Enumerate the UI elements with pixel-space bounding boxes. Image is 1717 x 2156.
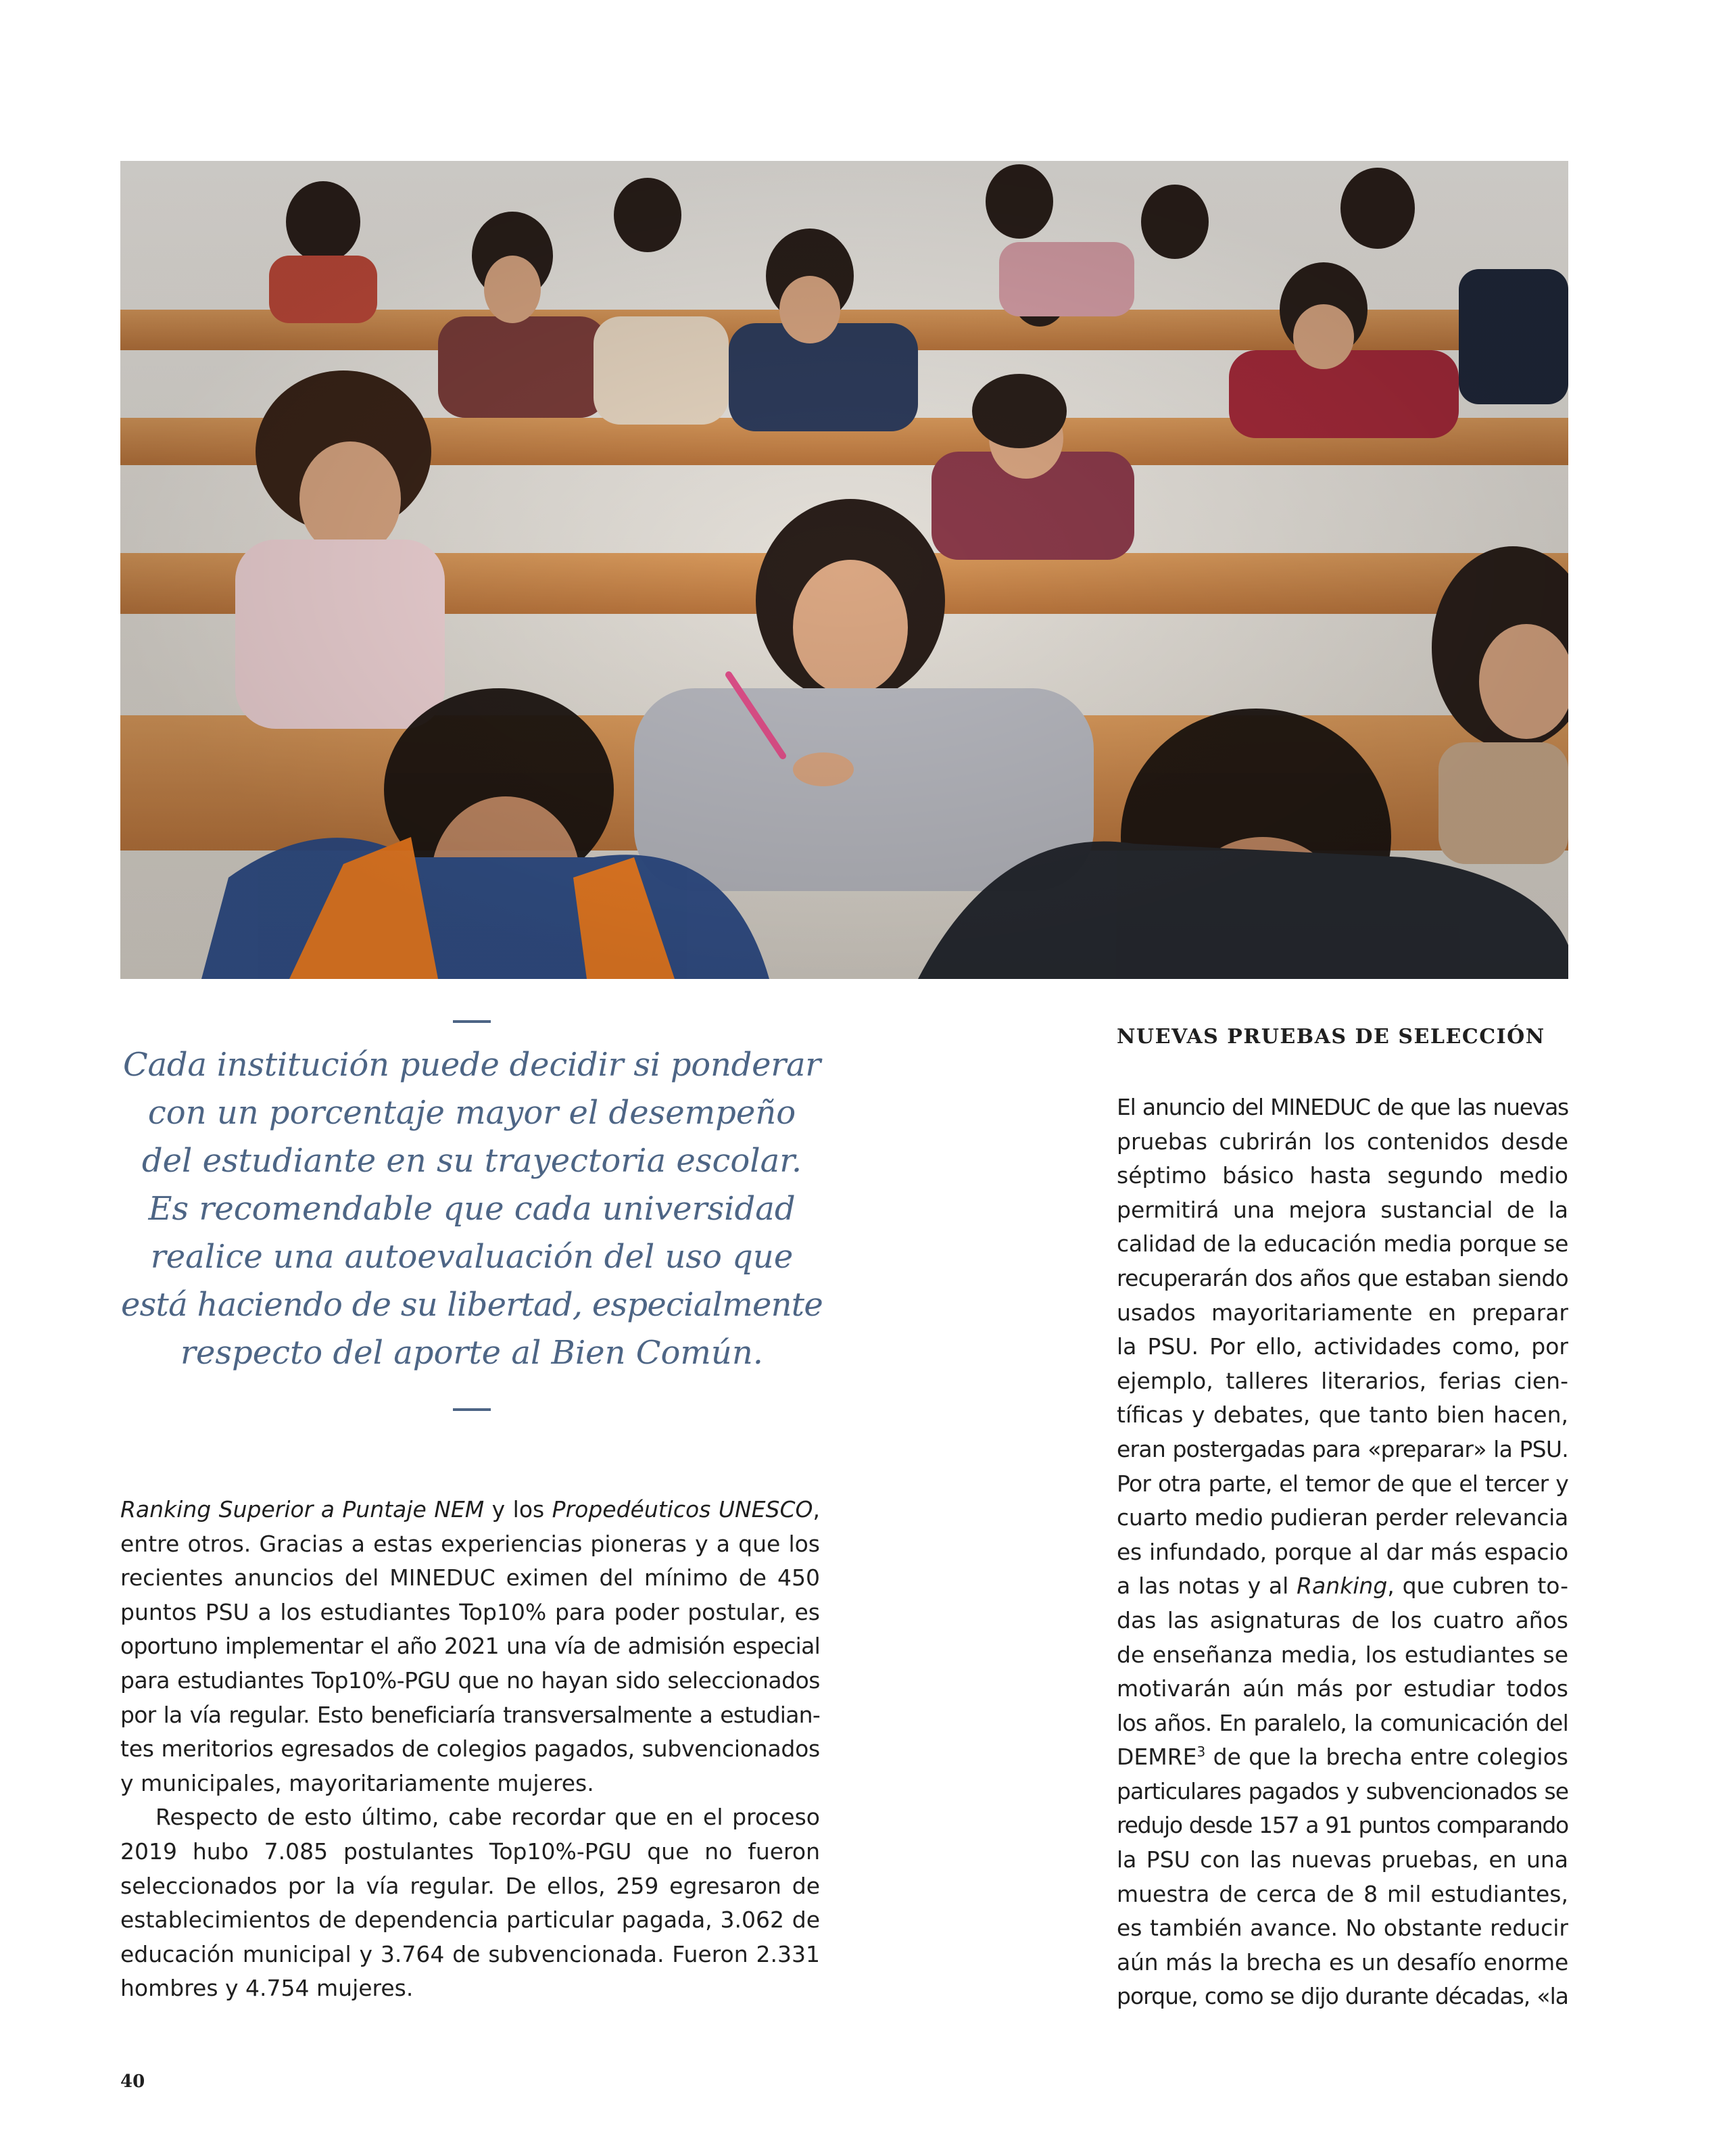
quote-line: está haciendo de su libertad, especialmente — [121, 1286, 823, 1324]
quote-top-dash — [453, 1020, 491, 1023]
text-line: de enseñanza media, los estudiantes se — [1117, 1641, 1568, 1668]
quote-bottom-dash — [453, 1408, 491, 1411]
text-line: permitirá una mejora sustancial de la — [1117, 1196, 1568, 1223]
pull-quote — [120, 1041, 823, 1377]
text-line: es infundado, porque al dar más espacio — [1117, 1538, 1568, 1565]
text-line: porque, como se dijo durante décadas, «la — [1117, 1983, 1568, 2010]
text-line: ejemplo, talleres literarios, ferias cien- — [1117, 1367, 1568, 1394]
text-line: aún más la brecha es un desafío enorme — [1117, 1948, 1568, 1975]
text-line: das las asignaturas de los cuatro años — [1117, 1606, 1568, 1633]
text-line: particulares pagados y subvencionados se — [1117, 1777, 1568, 1804]
text-line: los años. En paralelo, la comunicación del — [1117, 1709, 1568, 1736]
quote-line: respecto del aporte al Bien Común. — [180, 1334, 763, 1372]
text-line: para estudiantes Top10%-PGU que no hayan sido seleccionados — [120, 1667, 820, 1694]
body-text-left — [120, 1493, 820, 2006]
text-line: recientes anuncios del MINEDUC eximen del mínimo de 450 — [120, 1564, 820, 1591]
text-line: 2019 hubo 7.085 postulantes Top10%-PGU que no fueron — [120, 1838, 820, 1865]
text-line: Por otra parte, el temor de que el tercer y — [1117, 1470, 1568, 1497]
quote-line: Es recomendable que cada universidad — [148, 1190, 796, 1228]
text-line: séptimo básico hasta segundo medio — [1117, 1162, 1568, 1189]
paragraph — [120, 1493, 820, 1800]
text-line: calidad de la educación media porque se — [1117, 1230, 1569, 1257]
quote-line: Cada institución puede decidir si ponderar — [123, 1046, 821, 1084]
text-line: pruebas cubrirán los contenidos desde — [1117, 1128, 1568, 1155]
text-line: la PSU con las nuevas pruebas, en una — [1117, 1846, 1568, 1873]
text-line: la PSU. Por ello, actividades como, por — [1117, 1333, 1568, 1360]
text-line: cuarto medio pudieran perder relevancia — [1117, 1504, 1568, 1531]
text-line: hombres y 4.754 mujeres. — [120, 1975, 414, 2002]
text-line: es también avance. No obstante reducir — [1117, 1915, 1568, 1942]
text-line: eran postergadas para «preparar» la PSU. — [1117, 1435, 1568, 1462]
text-line: establecimientos de dependencia particular pagada, 3.062 de — [120, 1907, 820, 1934]
text-line: a las notas y al Ranking, que cubren to- — [1117, 1573, 1568, 1600]
text-line: entre otros. Gracias a estas experiencias pioneras y a que los — [120, 1530, 820, 1557]
text-line: redujo desde 157 a 91 puntos comparando — [1117, 1812, 1568, 1839]
text-line: recuperarán dos años que estaban siendo — [1117, 1264, 1568, 1291]
text-line: tes meritorios egresados de colegios pagados, subvencionados — [120, 1735, 820, 1763]
text-line: oportuno implementar el año 2021 una vía de admisión especial — [120, 1633, 820, 1660]
section-heading: NUEVAS PRUEBAS DE SELECCIÓN — [1117, 1025, 1545, 1049]
text-line: DEMRE$^3$ de que la brecha entre colegios — [1117, 1744, 1568, 1771]
text-line: muestra de cerca de 8 mil estudiantes, — [1117, 1880, 1568, 1907]
text-line: educación municipal y 3.764 de subvencionada. Fueron 2.331 — [120, 1940, 820, 1967]
quote-line: realice una autoevaluación del uso que — [150, 1238, 794, 1276]
body-text-right — [1117, 1091, 1568, 2014]
page-number: 40 — [120, 2071, 145, 2092]
text-line: tíficas y debates, que tanto bien hacen, — [1117, 1402, 1568, 1429]
text-line: Ranking Superior a Puntaje NEM y los Propedéuticos UNESCO, — [120, 1496, 820, 1523]
text-line: seleccionados por la vía regular. De ellos, 259 egresaron de — [120, 1872, 820, 1899]
text-line: El anuncio del MINEDUC de que las nuevas — [1117, 1094, 1568, 1120]
text-line: usados mayoritariamente en preparar — [1117, 1299, 1568, 1326]
text-line: Respecto de esto último, cabe recordar que en el proceso — [155, 1804, 820, 1831]
footnote-ref[interactable]: 3 — [1196, 1744, 1206, 1760]
quote-line: del estudiante en su trayectoria escolar. — [141, 1142, 802, 1180]
text-line: motivarán aún más por estudiar todos — [1117, 1675, 1568, 1702]
paragraph — [120, 1800, 820, 2006]
text-line: por la vía regular. Esto beneficiaría transversalmente a estudian- — [120, 1701, 820, 1728]
quote-line: con un porcentaje mayor el desempeño — [147, 1094, 796, 1132]
classroom-exam-photo — [120, 161, 1568, 979]
text-line: y municipales, mayoritariamente mujeres. — [120, 1769, 594, 1796]
text-line: puntos PSU a los estudiantes Top10% para poder postular, es — [120, 1598, 820, 1625]
